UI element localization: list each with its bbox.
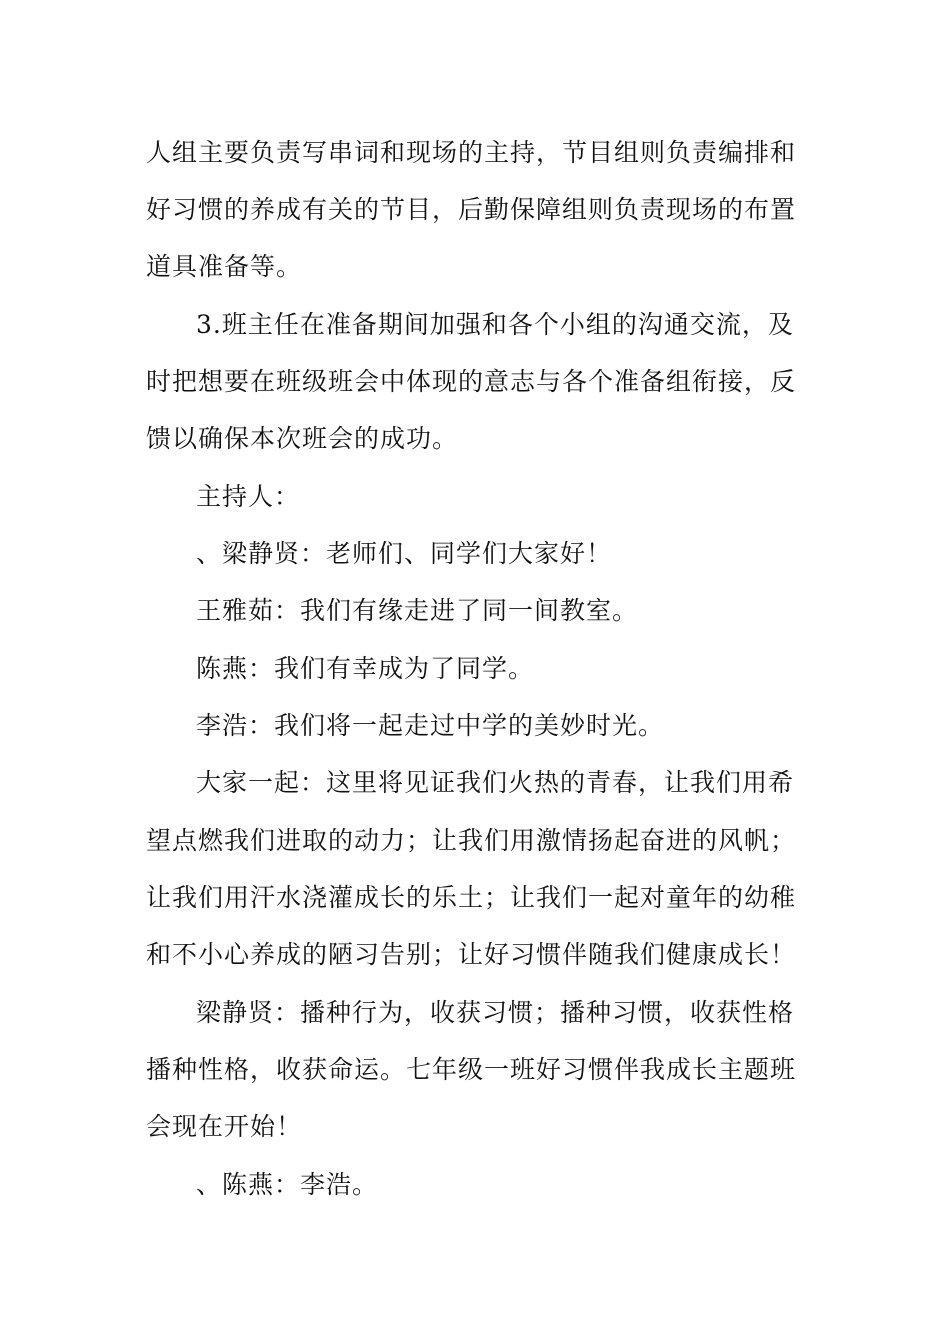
paragraph-line: 会现在开始！ (146, 1112, 303, 1141)
paragraph-line: 主持人： (196, 482, 301, 511)
paragraph-line: 让我们用汗水浇灌成长的乐土；让我们一起对童年的幼稚 (146, 883, 797, 912)
paragraph-line: 、梁静贤：老师们、同学们大家好！ (196, 539, 613, 568)
paragraph-line: 王雅茹：我们有缘走进了同一间教室。 (196, 596, 639, 625)
paragraph-line: 大家一起：这里将见证我们火热的青春，让我们用希 (196, 768, 795, 797)
paragraph-line: 好习惯的养成有关的节目，后勤保障组则负责现场的布置 (146, 195, 797, 224)
paragraph-line: 望点燃我们进取的动力；让我们用激情扬起奋进的风帆； (146, 826, 797, 855)
paragraph-line: 人组主要负责写串词和现场的主持，节目组则负责编排和 (146, 138, 797, 167)
paragraph-line: 陈燕：我们有幸成为了同学。 (196, 654, 535, 683)
paragraph-line: 道具准备等。 (146, 252, 303, 281)
paragraph-line: 3.班主任在准备期间加强和各个小组的沟通交流，及 (196, 310, 794, 339)
paragraph-line: 播种性格，收获命运。七年级一班好习惯伴我成长主题班 (146, 1055, 797, 1084)
paragraph-line: 时把想要在班级班会中体现的意志与各个准备组衔接，反 (146, 367, 797, 396)
paragraph-line: 梁静贤：播种行为，收获习惯；播种习惯，收获性格 (196, 998, 795, 1027)
paragraph-line: 李浩：我们将一起走过中学的美妙时光。 (196, 711, 665, 740)
paragraph-line: 和不小心养成的陋习告别；让好习惯伴随我们健康成长！ (146, 940, 797, 969)
paragraph-line: 、陈燕：李浩。 (196, 1170, 379, 1199)
paragraph-line: 馈以确保本次班会的成功。 (146, 424, 459, 453)
